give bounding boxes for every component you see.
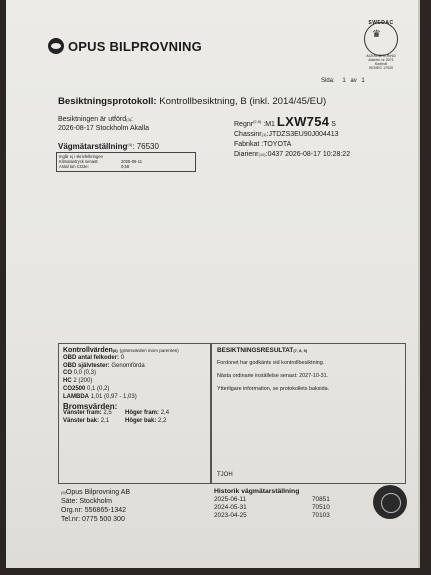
inspector-signature: TJOH <box>217 472 233 478</box>
document-page <box>6 0 420 568</box>
odometer: Vägmätarställning$^{(4)}$: 76530 <box>58 142 159 151</box>
chassis-row: Chassinr$^{(1)}$:JTDZS3EU90J004413 <box>234 131 339 138</box>
brand-name: OPUS BILPROVNING <box>68 38 202 54</box>
brand-logo <box>48 38 202 54</box>
swedac-title: SWEDAC <box>368 20 394 26</box>
control-row: OBD antal felkoder: 0 <box>63 354 125 361</box>
vehicle-info <box>234 114 351 160</box>
history-row: 2024-05-31 70510 <box>214 504 330 511</box>
inspection-result-box <box>211 343 406 484</box>
page-number: Sida: 1 av 1 <box>321 78 365 84</box>
swedac-text: ACKREDITERING Ackred. nr 2071 Kontroll ISO/IEC 17020 <box>366 54 396 70</box>
result-heading: BESIKTNINGSRESULTAT$^{(7, 8, 9)}$ <box>217 347 308 354</box>
result-line: Fordonet har godkänts vid kontrollbesiktning. <box>217 360 325 366</box>
control-row: LAMBDA 1,01 (0,97 - 1,03) <box>63 393 137 400</box>
info-row: Klimatavtryck senast: 2025-06-11 <box>59 159 143 165</box>
opus-logo-icon <box>48 38 64 54</box>
brake-row: Vänster bak: 2,1 Höger bak: 2,2 <box>63 418 167 425</box>
result-line: Ytterligare information, se protokollets baksida. <box>217 386 330 392</box>
diary-row: Diarienr$^{(10)}$:0437 2026-08-17 10:28:22 <box>234 151 351 158</box>
control-row: HC 2 (200) <box>63 378 93 385</box>
climate-info-box <box>56 152 196 172</box>
brake-row: Vänster fram: 2,5 Höger fram: 2,4 <box>63 410 170 417</box>
history-row: 2025-06-11 70851 <box>214 496 330 503</box>
control-values-box <box>58 343 211 484</box>
brake-heading: Bromsvärden: <box>63 401 118 411</box>
make-row: Fabrikat :TOYOTA <box>234 141 292 148</box>
info-row: Ingår ej i skrivfelkringen <box>59 154 103 159</box>
result-line: Nästa ordinarie inställelse senast: 2027-10-31. <box>217 373 329 379</box>
inspection-info: Besiktningen är utförd$^{(3)}$: 2026-08-17 Stockholm Akalla <box>58 116 150 132</box>
crown-icon: ♛ <box>372 29 381 40</box>
history-row: 2023-04-25 70103 <box>214 512 330 519</box>
inspection-value: 2026-08-17 Stockholm Akalla <box>58 125 150 132</box>
protocol-title: Besiktningsprotokoll: Kontrollbesiktning, B (inkl. 2014/45/EU) <box>58 96 327 107</box>
odometer-history <box>214 488 330 520</box>
registration-number: LXW754 <box>276 114 330 129</box>
control-row: OBD självtester: Genomförda <box>63 362 145 369</box>
swedac-accreditation-seal <box>360 20 402 70</box>
history-heading: Historik vägmätarställning <box>214 488 300 495</box>
registration-row: Regnr$^{(2,5)}$ :M1 LXW754 S <box>234 114 336 129</box>
accreditation-seal-icon <box>373 485 407 519</box>
company-address: $^{(9)}$Opus Bilprovning AB Säte: Stockholm Org.nr: 556865-1342 Tel.nr: 0775 500 300 <box>61 489 131 523</box>
seal-ring <box>364 22 398 56</box>
control-values-heading: Kontrollvärden$^{(8)}$ (gränsvärden inom parentes) <box>63 347 179 354</box>
info-row: Antal ton CO2e: 0,59 <box>59 164 130 170</box>
control-row: CO2500 0,1 (0,2) <box>63 385 110 392</box>
control-row: CO 0,0 (0,3) <box>63 370 97 377</box>
